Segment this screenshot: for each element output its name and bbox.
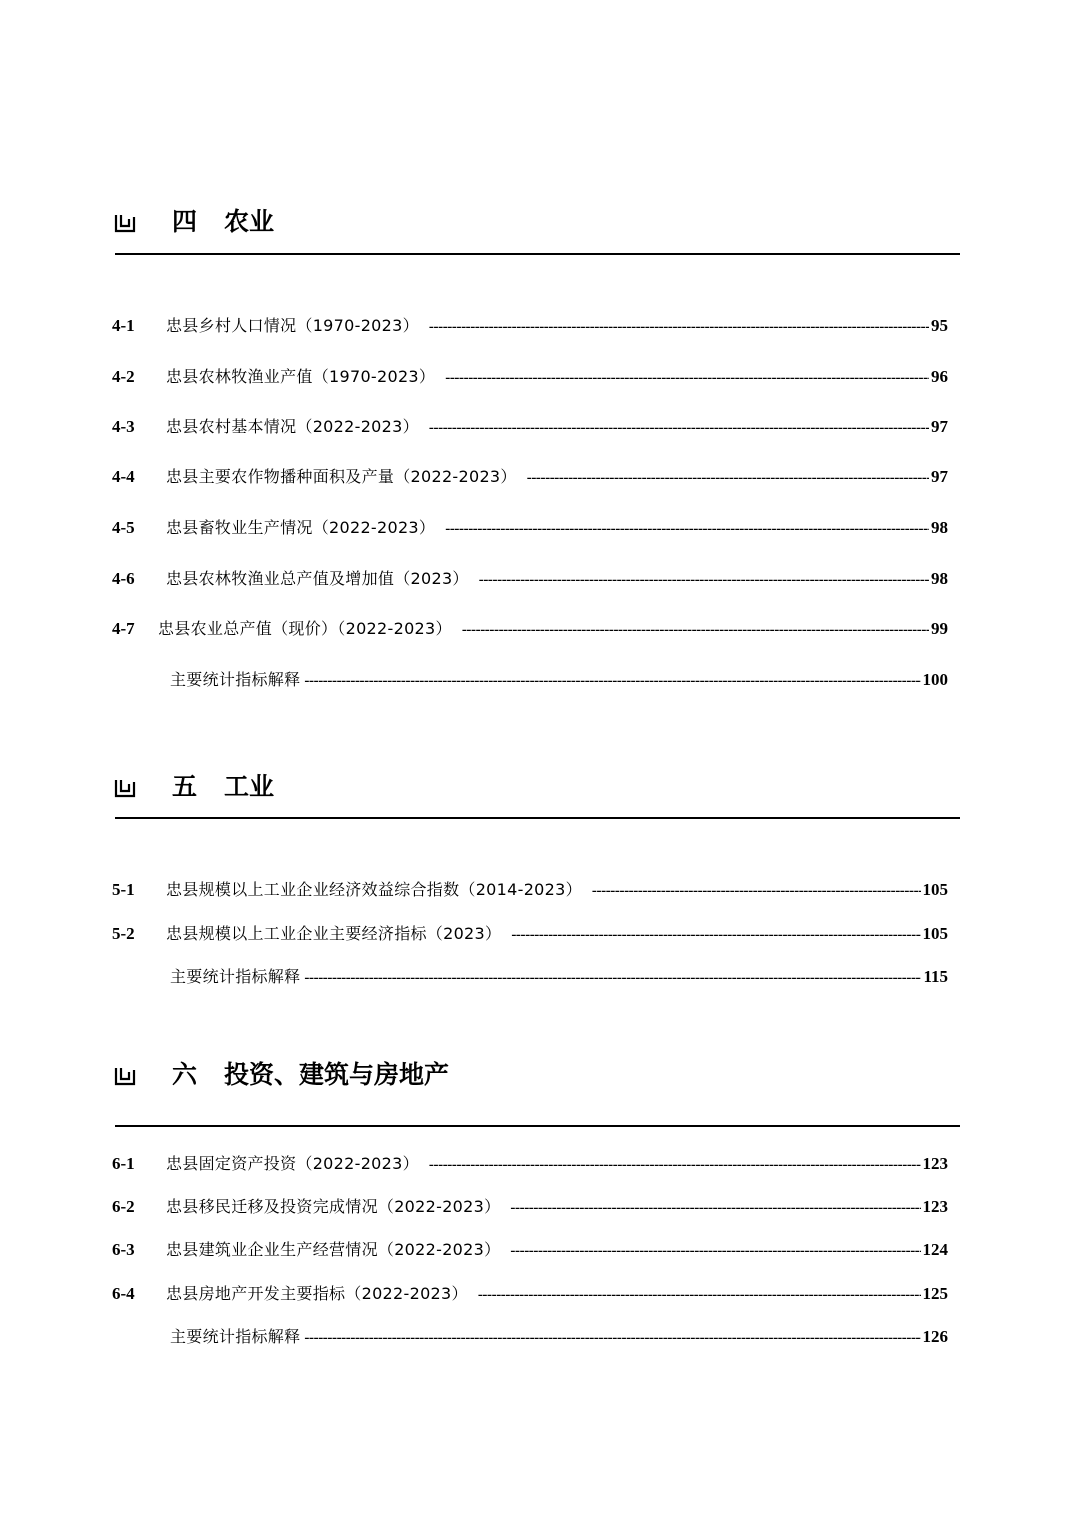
entry-title: 忠县农村基本情况（2022-2023） (166, 417, 419, 436)
fret-scroll-icon (114, 213, 136, 233)
dot-leader (462, 618, 929, 642)
entry-code: 4-2 (112, 367, 135, 386)
entry-title: 主要统计指标解释 (170, 967, 301, 986)
entry-title: 忠县房地产开发主要指标（2022-2023） (166, 1284, 468, 1303)
entry-page: 126 (922, 1327, 948, 1346)
section-heading (114, 203, 964, 243)
section-title: 投资、建筑与房地产 (224, 1060, 450, 1089)
section-number: 五 (172, 772, 198, 801)
toc-entry[interactable] (112, 1238, 948, 1262)
entry-page: 100 (922, 670, 948, 689)
toc-entry[interactable] (112, 1325, 948, 1349)
toc-entry[interactable] (112, 365, 948, 389)
toc-entry[interactable] (112, 465, 948, 489)
dot-leader (445, 366, 929, 390)
entry-code: 4-7 (112, 619, 135, 638)
entry-code: 6-2 (112, 1197, 135, 1216)
dot-leader (445, 517, 929, 541)
section-rule (115, 1125, 960, 1127)
toc-entry[interactable] (112, 314, 948, 338)
entry-page: 97 (931, 417, 948, 436)
entry-page: 105 (922, 924, 948, 943)
toc-entry[interactable] (112, 965, 948, 989)
entry-title: 忠县主要农作物播种面积及产量（2022-2023） (166, 467, 517, 486)
section-heading (114, 1056, 964, 1096)
entry-title: 忠县固定资产投资（2022-2023） (166, 1154, 419, 1173)
entry-code: 6-4 (112, 1284, 135, 1303)
dot-leader (510, 1239, 920, 1263)
entry-title: 忠县农林牧渔业产值（1970-2023） (166, 367, 436, 386)
fret-scroll-icon (114, 1066, 136, 1086)
entry-title: 忠县畜牧业生产情况（2022-2023） (166, 518, 436, 537)
section-title: 工业 (224, 772, 275, 801)
dot-leader (304, 669, 920, 693)
entry-title: 忠县移民迁移及投资完成情况（2022-2023） (166, 1197, 501, 1216)
fret-scroll-icon (114, 778, 136, 798)
dot-leader (510, 1196, 920, 1220)
toc-entry[interactable] (112, 1282, 948, 1306)
section-title: 农业 (224, 207, 275, 236)
dot-leader (527, 466, 929, 490)
entry-code: 4-4 (112, 467, 135, 486)
dot-leader (479, 568, 929, 592)
entry-page: 125 (922, 1284, 948, 1303)
entry-code: 5-2 (112, 924, 135, 943)
entry-page: 98 (931, 569, 948, 588)
entry-title: 主要统计指标解释 (170, 670, 301, 689)
entry-title: 忠县建筑业企业生产经营情况（2022-2023） (166, 1240, 501, 1259)
entry-code: 4-3 (112, 417, 135, 436)
toc-entry[interactable] (112, 567, 948, 591)
dot-leader (478, 1283, 921, 1307)
entry-title: 忠县农业总产值（现价）（2022-2023） (158, 619, 452, 638)
toc-entry[interactable] (112, 415, 948, 439)
entry-title: 忠县乡村人口情况（1970-2023） (166, 316, 419, 335)
entry-page: 115 (923, 967, 948, 986)
entry-page: 96 (931, 367, 948, 386)
toc-entry[interactable] (112, 516, 948, 540)
toc-entry[interactable] (112, 668, 948, 692)
section-heading (114, 768, 964, 808)
entry-title: 主要统计指标解释 (170, 1327, 301, 1346)
dot-leader (511, 923, 920, 947)
dot-leader (592, 879, 921, 903)
section-rule (115, 253, 960, 255)
toc-entry[interactable] (112, 1195, 948, 1219)
toc-entry[interactable] (112, 922, 948, 946)
entry-title: 忠县规模以上工业企业经济效益综合指数（2014-2023） (166, 880, 582, 899)
entry-page: 99 (931, 619, 948, 638)
dot-leader (304, 966, 921, 990)
section-rule (115, 817, 960, 819)
entry-page: 98 (931, 518, 948, 537)
dot-leader (429, 1153, 921, 1177)
entry-page: 123 (922, 1197, 948, 1216)
entry-page: 95 (931, 316, 948, 335)
dot-leader (304, 1326, 920, 1350)
entry-page: 97 (931, 467, 948, 486)
toc-entry[interactable] (112, 617, 948, 641)
entry-code: 5-1 (112, 880, 135, 899)
entry-code: 4-5 (112, 518, 135, 537)
toc-entry[interactable] (112, 1152, 948, 1176)
entry-code: 4-6 (112, 569, 135, 588)
dot-leader (429, 315, 929, 339)
entry-title: 忠县规模以上工业企业主要经济指标（2023） (166, 924, 502, 943)
entry-code: 6-3 (112, 1240, 135, 1259)
entry-page: 123 (922, 1154, 948, 1173)
entry-page: 124 (922, 1240, 948, 1259)
entry-title: 忠县农林牧渔业总产值及增加值（2023） (166, 569, 469, 588)
section-number: 四 (172, 207, 198, 236)
entry-code: 6-1 (112, 1154, 135, 1173)
section-number: 六 (172, 1060, 198, 1089)
entry-code: 4-1 (112, 316, 135, 335)
dot-leader (429, 416, 929, 440)
entry-page: 105 (922, 880, 948, 899)
toc-entry[interactable] (112, 878, 948, 902)
